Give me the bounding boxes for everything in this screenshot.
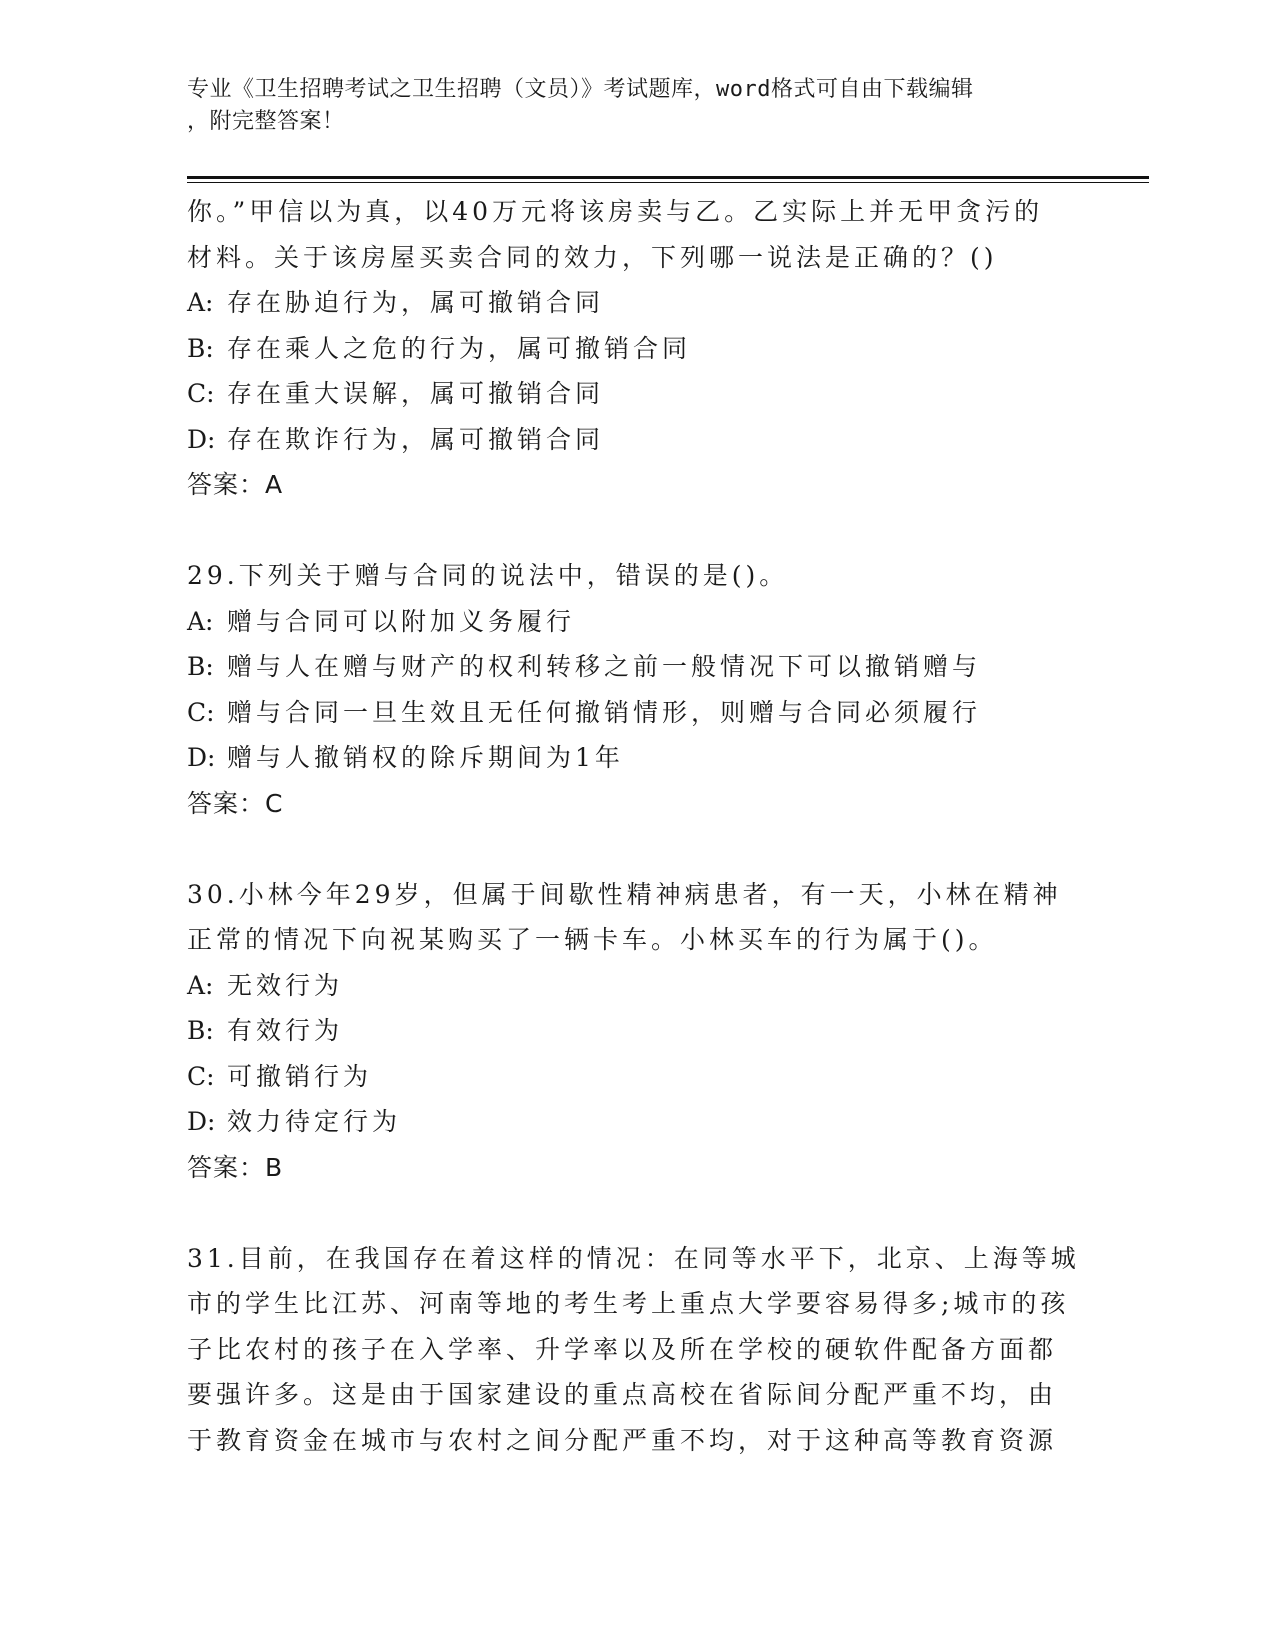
option-text: 无效行为 bbox=[227, 970, 344, 1000]
option-letter: B: bbox=[187, 652, 214, 681]
spacer bbox=[187, 508, 1087, 554]
option-letter: C: bbox=[187, 697, 215, 727]
option-text: 有效行为 bbox=[227, 1016, 344, 1045]
option-text: 存在胁迫行为，属可撤销合同 bbox=[227, 288, 605, 317]
option-text: 存在乘人之危的行为，属可撤销合同 bbox=[227, 333, 692, 363]
question-28-continued bbox=[187, 189, 1087, 508]
option-d bbox=[187, 1099, 1087, 1145]
question-stem-line: 要强许多。这是由于国家建设的重点高校在省际间分配严重不均，由 bbox=[187, 1380, 1058, 1409]
spacer bbox=[187, 826, 1087, 872]
option-c bbox=[187, 690, 1087, 736]
option-letter: C: bbox=[187, 1061, 215, 1091]
option-text: 赠与合同可以附加义务履行 bbox=[227, 606, 576, 636]
option-a bbox=[187, 963, 1087, 1009]
spacer bbox=[187, 1190, 1087, 1236]
answer-line: 答案：A bbox=[187, 470, 284, 499]
option-text: 赠与合同一旦生效且无任何撤销情形，则赠与合同必须履行 bbox=[227, 697, 982, 727]
answer-line: 答案：C bbox=[187, 788, 284, 818]
option-text: 赠与人在赠与财产的权利转移之前一般情况下可以撤销赠与 bbox=[227, 652, 982, 681]
option-text: 效力待定行为 bbox=[227, 1107, 402, 1136]
option-letter: B: bbox=[187, 1016, 214, 1045]
option-a bbox=[187, 599, 1087, 645]
option-text: 存在重大误解，属可撤销合同 bbox=[227, 379, 605, 408]
option-text: 存在欺诈行为，属可撤销合同 bbox=[227, 424, 605, 454]
question-stem-line: 子比农村的孩子在入学率、升学率以及所在学校的硬软件配备方面都 bbox=[187, 1334, 1058, 1364]
document-body bbox=[187, 189, 1087, 1463]
option-d bbox=[187, 417, 1087, 463]
option-letter: C: bbox=[187, 379, 215, 408]
question-stem-line: 31.目前，在我国存在着这样的情况：在同等水平下，北京、上海等城 bbox=[187, 1243, 1080, 1273]
option-text: 赠与人撤销权的除斥期间为1年 bbox=[227, 743, 624, 772]
header-line-2: ，附完整答案！ bbox=[187, 109, 345, 134]
option-a bbox=[187, 280, 1087, 326]
question-stem-line: 材料。关于该房屋买卖合同的效力，下列哪一说法是正确的？() bbox=[187, 242, 998, 272]
question-stem-line: 市的学生比江苏、河南等地的考生考上重点大学要容易得多;城市的孩 bbox=[187, 1289, 1070, 1318]
header-line-1: 专业《卫生招聘考试之卫生招聘（文员）》考试题库，word格式可自由下载编辑 bbox=[187, 77, 974, 102]
option-d bbox=[187, 735, 1087, 781]
option-b bbox=[187, 1008, 1087, 1054]
question-stem-line: 29.下列关于赠与合同的说法中，错误的是()。 bbox=[187, 561, 789, 590]
option-c bbox=[187, 371, 1087, 417]
option-letter: A: bbox=[187, 606, 214, 636]
header-rule-thin bbox=[187, 182, 1149, 183]
option-letter: D: bbox=[187, 1107, 216, 1136]
option-letter: B: bbox=[187, 333, 214, 363]
question-stem-line: 30.小林今年29岁，但属于间歇性精神病患者，有一天，小林在精神 bbox=[187, 879, 1062, 909]
option-b bbox=[187, 644, 1087, 690]
document-header bbox=[187, 74, 1067, 138]
question-stem-line: 于教育资金在城市与农村之间分配严重不均，对于这种高等教育资源 bbox=[187, 1425, 1058, 1455]
option-b bbox=[187, 326, 1087, 372]
option-c bbox=[187, 1054, 1087, 1100]
option-letter: D: bbox=[187, 424, 216, 454]
option-letter: A: bbox=[187, 288, 214, 317]
question-30 bbox=[187, 872, 1087, 1191]
option-text: 可撤销行为 bbox=[227, 1061, 373, 1091]
question-31 bbox=[187, 1236, 1087, 1464]
question-stem-line: 正常的情况下向祝某购买了一辆卡车。小林买车的行为属于()。 bbox=[187, 925, 998, 954]
option-letter: A: bbox=[187, 970, 214, 1000]
option-letter: D: bbox=[187, 743, 216, 772]
question-stem-line: 你。”甲信以为真，以40万元将该房卖与乙。乙实际上并无甲贪污的 bbox=[187, 197, 1044, 226]
header-rule-thick bbox=[187, 176, 1149, 179]
answer-line: 答案：B bbox=[187, 1152, 284, 1182]
question-29 bbox=[187, 553, 1087, 826]
